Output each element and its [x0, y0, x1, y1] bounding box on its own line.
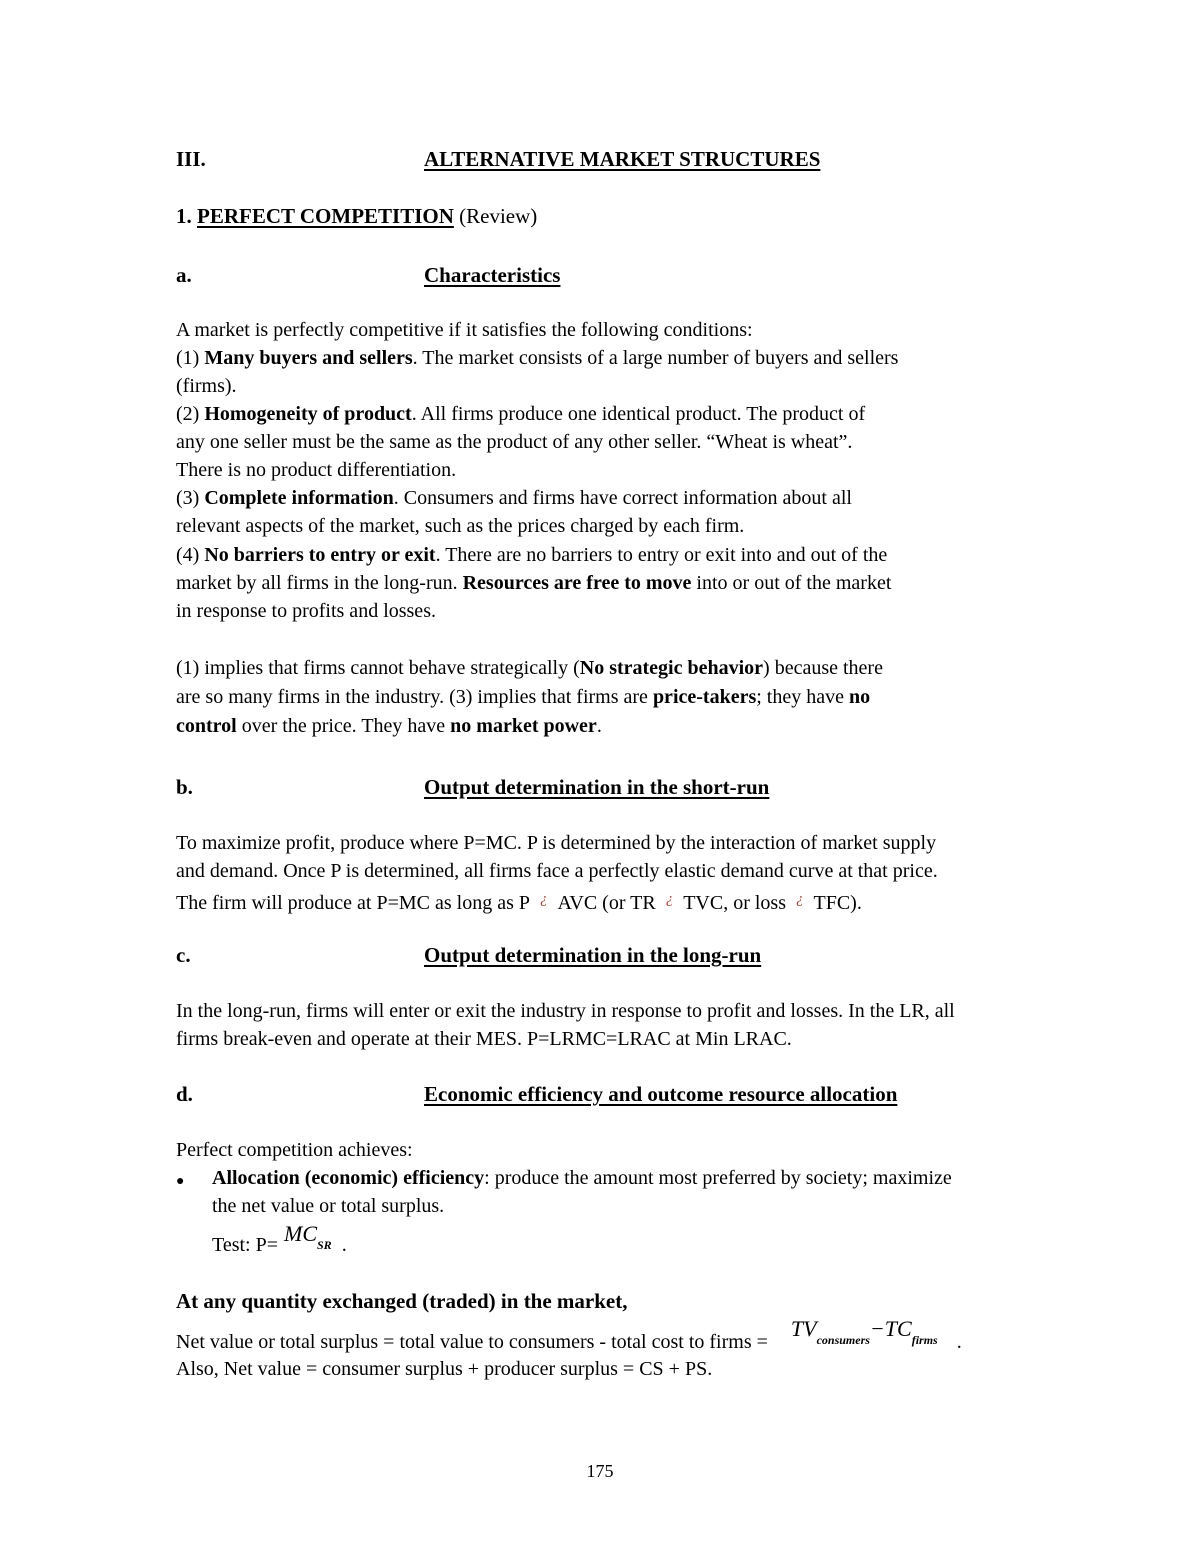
bullet-icon: ● — [176, 1174, 185, 1189]
paragraph-line: The firm will produce at P=MC as long as P ¿ AVC (or TR ¿ TVC, or loss ¿ TFC). — [176, 891, 862, 914]
paragraph-line: market by all firms in the long-run. Resources are free to move into or out of the market — [176, 572, 892, 594]
subheading-c-letter: c. — [176, 943, 191, 967]
page-number: 175 — [586, 1461, 614, 1481]
paragraph-line: A market is perfectly competitive if it satisfies the following conditions: — [176, 319, 753, 341]
paragraph-line: (1) implies that firms cannot behave strategically (No strategic behavior) because there — [176, 657, 883, 679]
subheading-a-title: Characteristics — [424, 263, 561, 287]
paragraph-line: Net value or total surplus = total value to consumers - total cost to firms = $TV_{consumers}-TC_{firms}$ . — [176, 1316, 962, 1353]
main-heading-num: III. — [176, 147, 206, 171]
paragraph-line: To maximize profit, produce where P=MC. P is determined by the interaction of market supply — [176, 832, 937, 854]
subheading-b — [176, 773, 770, 801]
section-heading — [176, 202, 537, 230]
main-heading — [176, 145, 821, 173]
inequality-symbol: ¿ — [665, 891, 674, 907]
paragraph-line: (4) No barriers to entry or exit. There are no barriers to entry or exit into and out of the — [176, 544, 888, 566]
paragraph-line: the net value or total surplus. — [212, 1195, 445, 1217]
paragraph-line: relevant aspects of the market, such as the prices charged by each firm. — [176, 515, 745, 537]
subheading-a — [176, 261, 561, 289]
paragraph-line: In the long-run, firms will enter or exit the industry in response to profit and losses. In the LR, all — [176, 1000, 955, 1022]
paragraph-line: Perfect competition achieves: — [176, 1139, 413, 1161]
bold-statement: At any quantity exchanged (traded) in the market, — [176, 1289, 628, 1313]
mc-symbol: MC — [284, 1221, 317, 1246]
subheading-a-letter: a. — [176, 263, 192, 287]
tv-symbol: TV — [790, 1316, 817, 1341]
subheading-d — [176, 1080, 898, 1108]
test-formula: Test: P= MCSR . — [212, 1221, 347, 1256]
inequality-symbol: ¿ — [795, 891, 804, 907]
section-num: 1. — [176, 204, 192, 228]
subheading-b-title: Output determination in the short-run — [424, 775, 770, 799]
paragraph-line: and demand. Once P is determined, all firms face a perfectly elastic demand curve at that price. — [176, 860, 938, 882]
paragraph-line: (firms). — [176, 375, 237, 397]
paragraph-line: (1) Many buyers and sellers. The market consists of a large number of buyers and sellers — [176, 347, 899, 369]
paragraph-line: are so many firms in the industry. (3) implies that firms are price-takers; they have no — [176, 686, 871, 708]
paragraph-line: (3) Complete information. Consumers and firms have correct information about all — [176, 487, 852, 509]
inequality-symbol: ¿ — [540, 891, 548, 907]
subheading-c — [176, 941, 762, 969]
paragraph-line: in response to profits and losses. — [176, 600, 436, 622]
subheading-d-letter: d. — [176, 1082, 193, 1106]
paragraph-line: (2) Homogeneity of product. All firms produce one identical product. The product of — [176, 403, 866, 425]
paragraph-line: any one seller must be the same as the product of any other seller. “Wheat is wheat”. — [176, 431, 853, 453]
section-suffix: (Review) — [453, 204, 538, 228]
main-heading-title: ALTERNATIVE MARKET STRUCTURES — [424, 147, 821, 171]
subheading-c-title: Output determination in the long-run — [424, 943, 762, 967]
subheading-b-letter: b. — [176, 775, 193, 799]
document-page: III. ALTERNATIVE MARKET STRUCTURES 1. PERFECT COMPETITION (Review) a. Characteristics A market is perfectly competitive if it satisfies the following conditions: (1) Many buyers and sellers. The market consists of a large number of buyers and sellers (firms). (2) Homogeneity of product. All firms produce one identical product. The product of any one seller must be the same as the product of any other seller. “Wheat is wheat”. There is no product differentiation. (3) Complete information. Consumers and firms have correct information about all relevant aspects of the market, such as the prices charged by each firm. (4) No barriers to entry or exit. There are no barriers to entry or exit into and out of the market by all firms in the long-run. Resources are free to move into or out of the market in response to profits and losses. (1) implies that firms cannot behave strategically (No strategic behavior) because there are so many firms in the industry. (3) implies that firms are price-takers; they have no control over the price. They have no market power. b. Output determination in the short-run To maximize profit, produce where P=MC. P is determined by the interaction of market supply and demand. Once P is determined, all firms face a perfectly elastic demand curve at that price. The firm will produce at P=MC as long as P ¿ AVC (or TR ¿ TVC, or loss ¿ TFC). c. Output determination in the long-run In the long-run, firms will enter or exit the industry in response to profit and losses. In the LR, all firms break-even and operate at their MES. P=LRMC=LRAC at Min LRAC. d. Economic efficiency and outcome resource allocation Perfect competition achieves: ● Allocation (economic) efficiency: produce the amount most preferred by society; maximize the net value or total surplus. Test: P= MCSR . At any quantity exchanged (traded) in the market, Net value or total surplus = total value to consumers - total cost to firms = $TV_{consumers}-TC_{firms}$ . Also, Net value = consumer surplus + producer surplus = CS + PS. 175 — [0, 0, 1200, 1553]
paragraph-line: firms break-even and operate at their MES. P=LRMC=LRAC at Min LRAC. — [176, 1028, 792, 1050]
section-title: PERFECT COMPETITION — [197, 204, 454, 228]
paragraph-line: control over the price. They have no market power. — [176, 715, 602, 737]
subheading-d-title: Economic efficiency and outcome resource allocation — [424, 1082, 898, 1106]
paragraph-line: There is no product differentiation. — [176, 459, 457, 481]
paragraph-line: Also, Net value = consumer surplus + producer surplus = CS + PS. — [176, 1358, 713, 1380]
tc-symbol: TC — [884, 1316, 912, 1341]
